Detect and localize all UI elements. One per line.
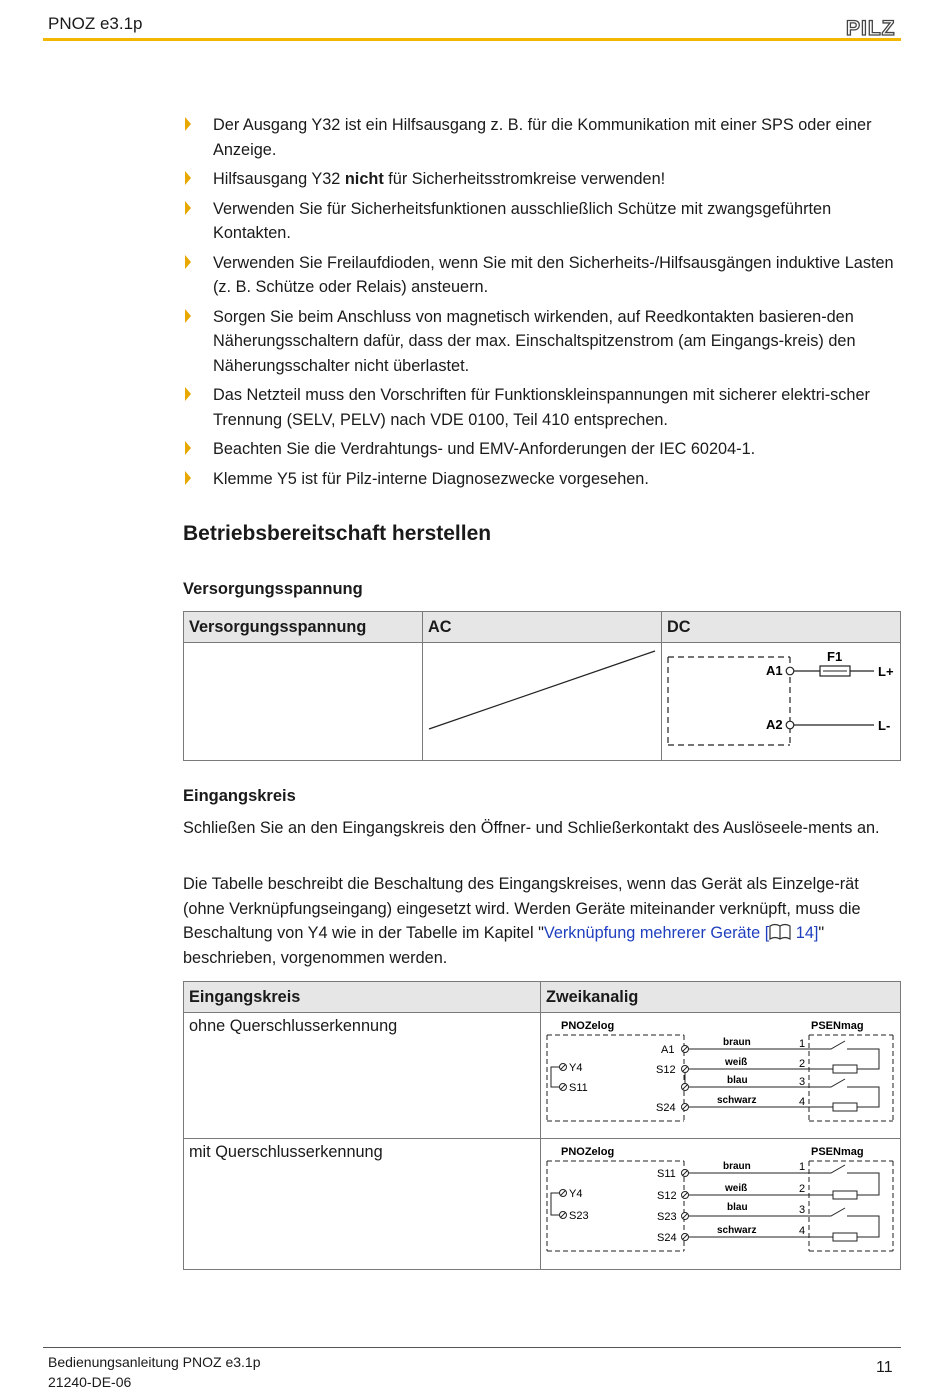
input-circuit-table: [183, 981, 901, 1270]
svg-text:S12: S12: [657, 1190, 677, 1202]
svg-text:4: 4: [799, 1096, 806, 1108]
svg-text:S11: S11: [657, 1168, 676, 1180]
paragraph: Schließen Sie an den Eingangskreis den Öffner- und Schließerkontakt des Auslöseele-ments an.: [183, 819, 880, 837]
list-item: Der Ausgang Y32 ist ein Hilfsausgang z. B. für die Kommunikation mit einer SPS oder einer Anzeige.: [183, 113, 903, 162]
diagram-cell: [541, 1139, 901, 1270]
svg-text:blau: blau: [727, 1202, 748, 1213]
svg-text:schwarz: schwarz: [717, 1225, 757, 1236]
header-title: PNOZ e3.1p: [48, 14, 143, 33]
svg-text:S23: S23: [657, 1211, 677, 1223]
bullet-arrow-icon: [183, 116, 193, 132]
table-header: Eingangskreis: [184, 982, 541, 1013]
table-header: Zweikanalig: [541, 982, 901, 1013]
svg-text:blau: blau: [727, 1075, 748, 1086]
wiring-diagram-mit-querschluss: [541, 1139, 900, 1264]
table-header: DC: [662, 612, 901, 643]
svg-text:weiß: weiß: [725, 1183, 748, 1194]
svg-text:S12: S12: [656, 1064, 676, 1076]
footer-rule: [43, 1347, 901, 1348]
bullet-arrow-icon: [183, 170, 193, 186]
table-row: [184, 1013, 901, 1139]
svg-text:braun: braun: [723, 1037, 751, 1048]
logo-text: PILZ: [846, 17, 896, 38]
section-heading: Betriebsbereitschaft herstellen: [183, 522, 492, 545]
header-rule: [43, 38, 901, 41]
footer-doc-title: Bedienungsanleitung PNOZ e3.1p: [48, 1354, 261, 1370]
list-item: Klemme Y5 ist für Pilz-interne Diagnosezwecke vorgesehen.: [183, 467, 903, 492]
table-header: Versorgungsspannung: [184, 612, 423, 643]
fuse-f1-label: F1: [827, 649, 843, 664]
cross-reference-link[interactable]: Verknüpfung mehrerer Geräte [ 14]: [543, 924, 819, 942]
svg-text:braun: braun: [723, 1161, 751, 1172]
svg-text:S23: S23: [569, 1210, 589, 1222]
svg-text:Y4: Y4: [569, 1188, 583, 1200]
l-minus-label: L-: [878, 718, 891, 733]
svg-text:1: 1: [799, 1161, 806, 1173]
svg-text:Y4: Y4: [569, 1062, 583, 1074]
list-item: Sorgen Sie beim Anschluss von magnetisch wirkenden, auf Reedkontakten basieren-den Näherungsschaltern dafür, dass der max. Einschaltspitzenstrom (am Eingangs-kreis) den Näherungsschalter nicht überlastet.: [183, 305, 903, 379]
subheading-versorgung: Versorgungsspannung: [183, 580, 363, 598]
empty-cell: [184, 643, 423, 761]
l-plus-label: L+: [878, 664, 894, 679]
svg-text:3: 3: [799, 1204, 806, 1216]
list-item: Verwenden Sie für Sicherheitsfunktionen ausschließlich Schütze mit zwangsgeführten Kontakten.: [183, 197, 903, 246]
table-header: AC: [423, 612, 662, 643]
dc-cell: [662, 643, 901, 761]
bullet-arrow-icon: [183, 386, 193, 402]
list-item: Beachten Sie die Verdrahtungs- und EMV-Anforderungen der IEC 60204-1.: [183, 437, 903, 462]
bullet-arrow-icon: [183, 200, 193, 216]
wiring-diagram-ohne-querschluss: [541, 1013, 900, 1133]
page-number: 11: [876, 1359, 893, 1376]
diagram-cell: [541, 1013, 901, 1139]
sensor-label: PSENmag: [811, 1146, 864, 1158]
bullet-list: [183, 113, 903, 496]
svg-text:S24: S24: [657, 1232, 677, 1244]
svg-text:1: 1: [799, 1038, 806, 1050]
terminal-a1-label: A1: [766, 663, 783, 678]
svg-text:4: 4: [799, 1225, 806, 1237]
svg-text:weiß: weiß: [725, 1057, 748, 1068]
dc-wiring-diagram: [662, 643, 900, 755]
sensor-label: PSENmag: [811, 1020, 864, 1032]
book-icon: [769, 923, 791, 941]
device-label: PNOZelog: [561, 1020, 615, 1032]
row-label: ohne Querschlusserkennung: [184, 1013, 541, 1139]
ac-not-applicable-diagonal: [423, 643, 661, 755]
device-label: PNOZelog: [561, 1146, 615, 1158]
bullet-arrow-icon: [183, 440, 193, 456]
subheading-eingangskreis: Eingangskreis: [183, 787, 296, 805]
paragraph: Die Tabelle beschreibt die Beschaltung des Eingangskreises, wenn das Gerät als Einzelge-rät (ohne Verknüpfungseingang) eingesetzt wird. Werden Geräte miteinander verknüpft, muss die Beschaltung von Y4 wie in der Tabelle im Kapitel "Verknüpfung mehrerer Geräte [ 14]" beschrieben, vorgenommen werden.: [183, 875, 861, 967]
table-row: [184, 1139, 901, 1270]
list-item: Das Netzteil muss den Vorschriften für Funktionskleinspannungen mit sicherer elektri-scher Trennung (SELV, PELV) nach VDE 0100, Teil 410 entsprechen.: [183, 383, 903, 432]
svg-text:2: 2: [799, 1183, 806, 1195]
list-item: Hilfsausgang Y32 nicht für Sicherheitsstromkreise verwenden!: [183, 167, 903, 192]
svg-text:schwarz: schwarz: [717, 1095, 757, 1106]
bullet-arrow-icon: [183, 308, 193, 324]
svg-text:A1: A1: [661, 1044, 675, 1056]
svg-text:2: 2: [799, 1058, 806, 1070]
footer-doc-number: 21240-DE-06: [48, 1374, 132, 1390]
svg-text:S11: S11: [569, 1082, 588, 1094]
svg-text:3: 3: [799, 1076, 806, 1088]
list-item: Verwenden Sie Freilaufdioden, wenn Sie mit den Sicherheits-/Hilfsausgängen induktive Lasten (z. B. Schütze oder Relais) ansteuern.: [183, 251, 903, 300]
row-label: mit Querschlusserkennung: [184, 1139, 541, 1270]
svg-text:S24: S24: [656, 1102, 676, 1114]
bullet-arrow-icon: [183, 470, 193, 486]
bullet-arrow-icon: [183, 254, 193, 270]
supply-voltage-table: [183, 611, 901, 761]
terminal-a2-label: A2: [766, 717, 783, 732]
pilz-logo: [846, 16, 904, 38]
ac-cell: [423, 643, 662, 761]
